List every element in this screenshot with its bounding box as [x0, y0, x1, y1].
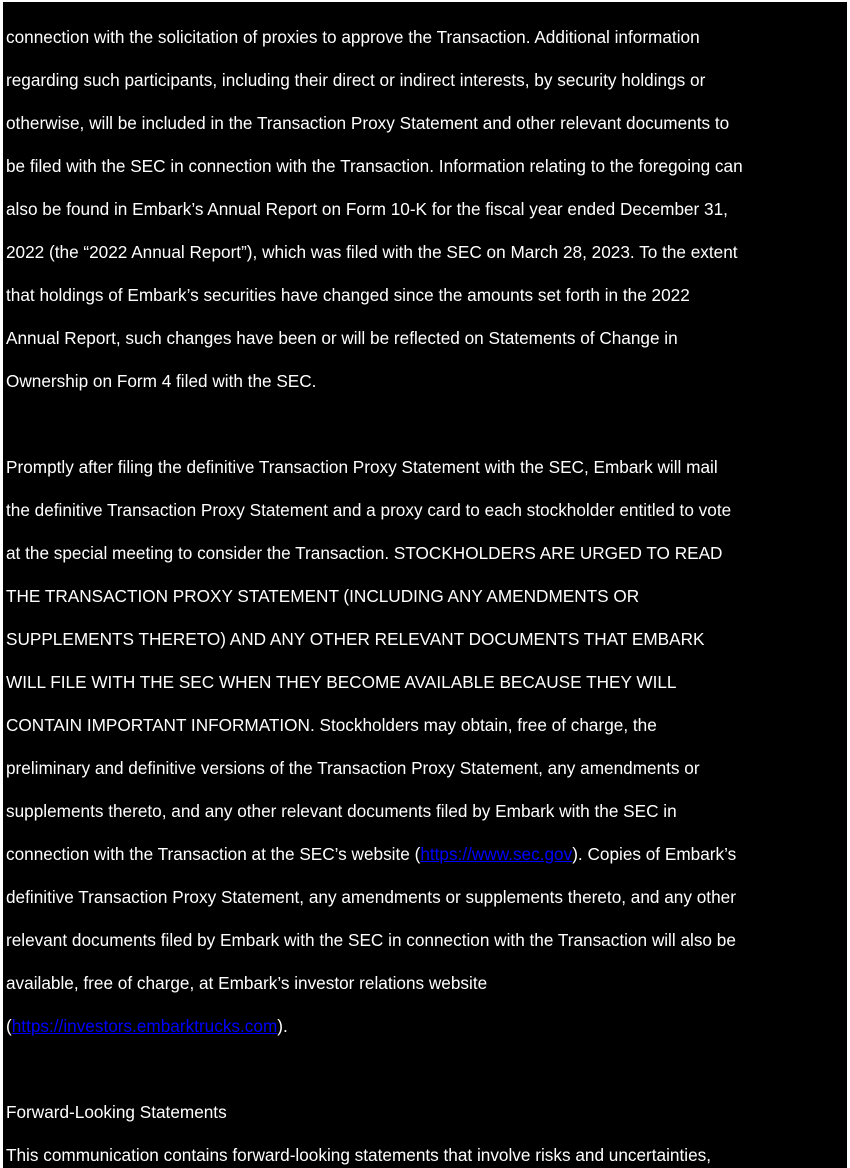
document-body	[6, 19, 844, 1168]
text-line: definitive Transaction Proxy Statement, any amendments or supplements thereto, and any other	[6, 887, 736, 907]
text-line-with-ir-link	[6, 1008, 844, 1051]
text-line: THE TRANSACTION PROXY STATEMENT (INCLUDING ANY AMENDMENTS OR	[6, 586, 640, 606]
sec-website-link[interactable]: https://www.sec.gov	[420, 844, 573, 864]
text-fragment: connection with the Transaction at the SEC’s website (	[6, 844, 421, 864]
text-fragment: ). Copies of Embark’s	[572, 844, 737, 864]
text-line: also be found in Embark’s Annual Report on Form 10-K for the fiscal year ended December 31,	[6, 199, 728, 219]
text-line: Ownership on Form 4 filed with the SEC.	[6, 371, 317, 391]
paragraph-spacer	[6, 1051, 844, 1094]
text-line: be filed with the SEC in connection with the Transaction. Information relating to the foregoing can	[6, 156, 743, 176]
text-line: WILL FILE WITH THE SEC WHEN THEY BECOME AVAILABLE BECAUSE THEY WILL	[6, 672, 677, 692]
text-line: supplements thereto, and any other relevant documents filed by Embark with the SEC in	[6, 801, 677, 821]
text-line: that holdings of Embark’s securities have changed since the amounts set forth in the 2022	[6, 285, 690, 305]
text-line: Annual Report, such changes have been or will be reflected on Statements of Change in	[6, 328, 678, 348]
text-line: SUPPLEMENTS THERETO) AND ANY OTHER RELEVANT DOCUMENTS THAT EMBARK	[6, 629, 705, 649]
text-line: otherwise, will be included in the Transaction Proxy Statement and other relevant documents to	[6, 113, 730, 133]
paragraph-proxy-statement	[6, 449, 844, 1051]
text-line: 2022 (the “2022 Annual Report”), which was filed with the SEC on March 28, 2023. To the extent	[6, 242, 738, 262]
document-page	[3, 2, 847, 1168]
text-line: at the special meeting to consider the Transaction. STOCKHOLDERS ARE URGED TO READ	[6, 543, 723, 563]
text-line: preliminary and definitive versions of the Transaction Proxy Statement, any amendments or	[6, 758, 700, 778]
text-line-with-sec-link	[6, 836, 844, 879]
section-heading: Forward-Looking Statements	[6, 1102, 227, 1122]
paragraph-spacer	[6, 406, 844, 449]
text-line: relevant documents filed by Embark with the SEC in connection with the Transaction will also be	[6, 930, 736, 950]
text-line: Promptly after filing the definitive Transaction Proxy Statement with the SEC, Embark will mail	[6, 457, 718, 477]
text-line: This communication contains forward-looking statements that involve risks and uncertainties,	[6, 1145, 712, 1165]
text-line: available, free of charge, at Embark’s investor relations website	[6, 973, 488, 993]
paragraph-participants	[6, 19, 844, 406]
text-fragment: (	[6, 1016, 12, 1036]
investor-relations-link[interactable]: https://investors.embarktrucks.com	[11, 1016, 278, 1036]
text-line: CONTAIN IMPORTANT INFORMATION. Stockholders may obtain, free of charge, the	[6, 715, 657, 735]
text-fragment: ).	[277, 1016, 288, 1036]
text-line: the definitive Transaction Proxy Statement and a proxy card to each stockholder entitled to vote	[6, 500, 732, 520]
text-line: regarding such participants, including their direct or indirect interests, by security holdings or	[6, 70, 706, 90]
section-forward-looking	[6, 1094, 844, 1168]
text-line: connection with the solicitation of proxies to approve the Transaction. Additional information	[6, 27, 700, 47]
